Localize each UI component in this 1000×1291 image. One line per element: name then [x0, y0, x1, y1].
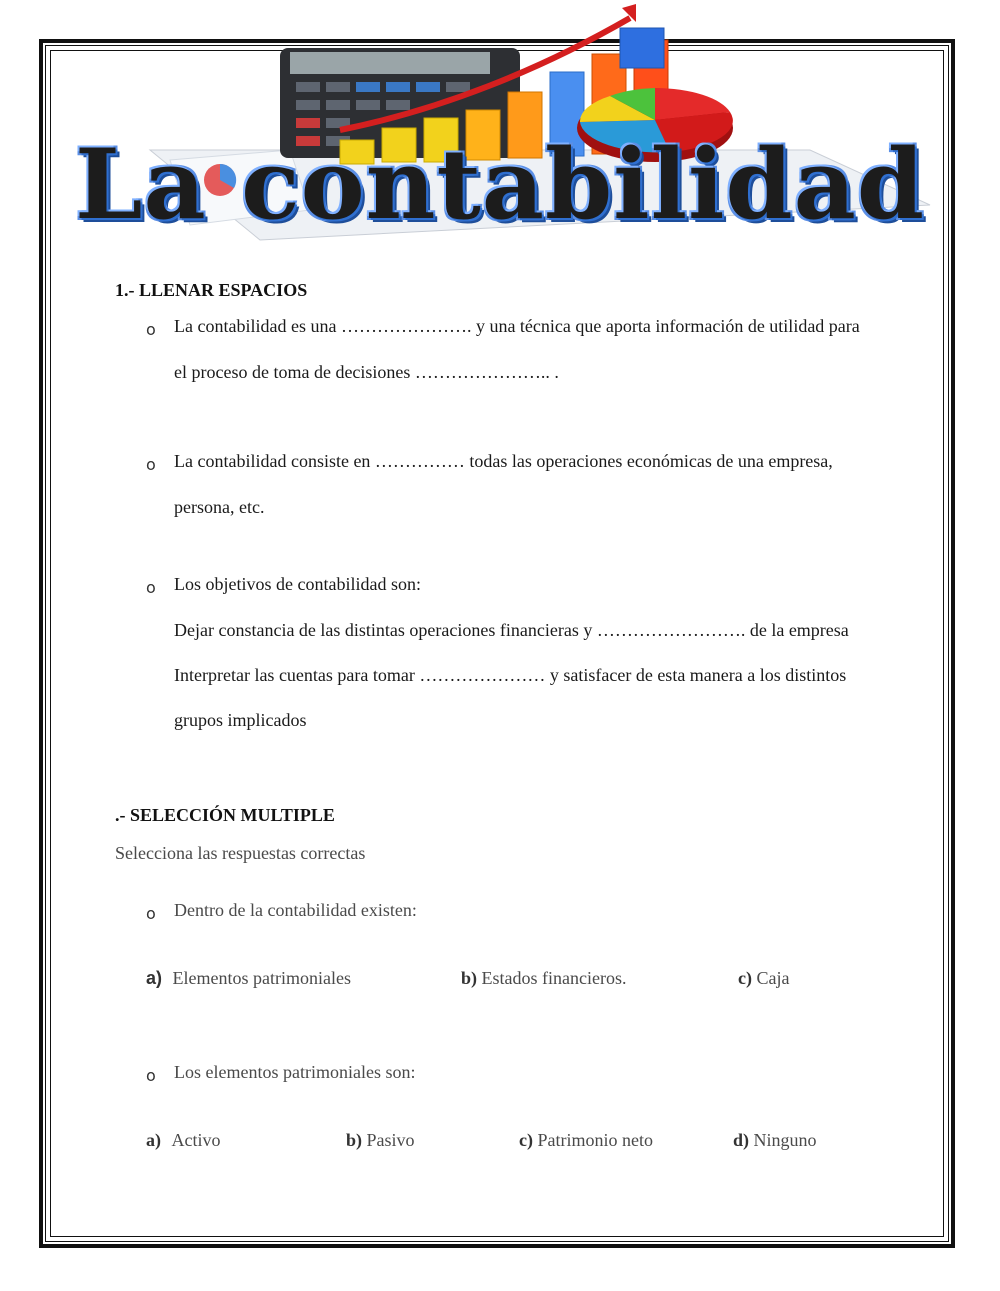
choice-question-2: Los elementos patrimoniales son: [174, 1062, 416, 1082]
option-text: Pasivo [366, 1130, 415, 1150]
choice-q1-option-c[interactable] [738, 968, 789, 989]
option-text: Activo [171, 1130, 221, 1150]
choice-q2-option-a[interactable] [146, 1130, 221, 1151]
bullet-icon: o [146, 455, 156, 474]
option-label: a) [146, 968, 163, 988]
choice-q2-option-b[interactable] [346, 1130, 415, 1151]
choice-q1-option-a[interactable] [146, 968, 351, 989]
option-label: b) [346, 1130, 363, 1150]
bullet-icon: o [146, 578, 156, 597]
option-text: Elementos patrimoniales [172, 968, 351, 988]
fill-question-3-line-2: Dejar constancia de las distintas operaciones financieras y ……………………. de la empresa [174, 620, 849, 640]
option-text: Patrimonio neto [537, 1130, 653, 1150]
option-label: b) [461, 968, 478, 988]
fill-question-3-line-1: Los objetivos de contabilidad son: [174, 574, 421, 594]
fill-question-2-line-2: persona, etc. [174, 497, 265, 517]
choice-q2-option-c[interactable] [519, 1130, 653, 1151]
page-title: La contabilidad [75, 128, 925, 241]
option-label: d) [733, 1130, 750, 1150]
fill-question-2-line-1: La contabilidad consiste en …………… todas las operaciones económicas de una empresa, [174, 451, 833, 471]
option-label: a) [146, 1130, 161, 1150]
bullet-icon: o [146, 904, 156, 923]
section-instruction: Selecciona las respuestas correctas [115, 843, 366, 863]
choice-q1-option-b[interactable] [461, 968, 626, 989]
section-heading-fill-blanks: 1.- LLENAR ESPACIOS [115, 280, 308, 300]
bullet-icon: o [146, 1066, 156, 1085]
option-text: Caja [756, 968, 790, 988]
option-label: c) [738, 968, 752, 988]
choice-q2-option-d[interactable] [733, 1130, 817, 1151]
option-text: Ninguno [753, 1130, 817, 1150]
option-label: c) [519, 1130, 533, 1150]
fill-question-1-line-2: el proceso de toma de decisiones ………………….. . [174, 362, 559, 382]
section-heading-multiple-choice: .- SELECCIÓN MULTIPLE [115, 805, 335, 825]
fill-question-3-line-4: grupos implicados [174, 710, 307, 730]
bullet-icon: o [146, 320, 156, 339]
choice-question-1: Dentro de la contabilidad existen: [174, 900, 417, 920]
option-text: Estados financieros. [481, 968, 627, 988]
fill-question-1-line-1: La contabilidad es una …………………. y una técnica que aporta información de utilidad para [174, 316, 860, 336]
fill-question-3-line-3: Interpretar las cuentas para tomar ………………… y satisfacer de esta manera a los distintos [174, 665, 847, 685]
